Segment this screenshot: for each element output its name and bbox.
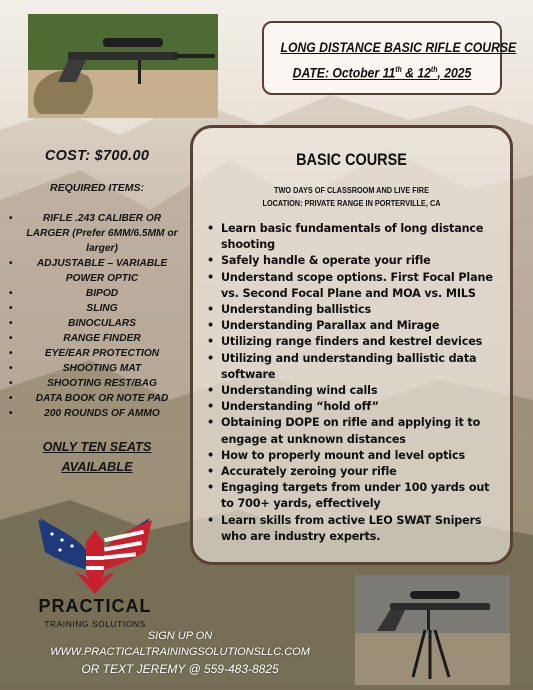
required-item: • EYE/EAR PROTECTION — [8, 346, 186, 361]
basic-course-box — [190, 125, 513, 565]
course-topic: • Safely handle & operate your rifle — [205, 253, 505, 269]
course-topic: • Learn basic fundamentals of long distance shooting — [205, 221, 505, 253]
website-link[interactable]: WWW.PRACTICALTRAININGSOLUTIONSLLC.COM — [50, 646, 310, 658]
course-date: DATE: October 11th & 12th, 2025 — [292, 65, 472, 82]
course-topic: • Engaging targets from under 100 yards out to 700+ yards, effectively — [205, 480, 505, 512]
course-topic: • Learn skills from active LEO SWAT Snipers who are industry experts. — [205, 513, 505, 545]
logo-wordmark: PRACTICAL — [38, 596, 152, 616]
course-topic: • Accurately zeroing your rifle — [205, 464, 505, 480]
course-topic: • Understanding ballistics — [205, 302, 505, 318]
seats-notice: ONLY TEN SEATS AVAILABLE — [42, 439, 152, 474]
signup-heading: SIGN UP ON — [147, 630, 213, 642]
cost-label: COST: $700.00 — [44, 148, 150, 164]
course-topics-list — [205, 221, 505, 545]
required-item: • RANGE FINDER — [8, 331, 186, 346]
logo-tagline: TRAINING SOLUTIONS — [44, 619, 146, 629]
course-topic: • Understand scope options. First Focal Plane vs. Second Focal Plane and MOA vs. MILS — [205, 270, 505, 302]
course-topic: • Understanding Parallax and Mirage — [205, 318, 505, 334]
required-item: • RIFLE .243 CALIBER OR LARGER (Prefer 6MM/6.5MM or larger) — [8, 211, 186, 256]
course-topic: • Obtaining DOPE on rifle and applying it to engage at unknown distances — [205, 415, 505, 447]
eagle-flag-icon — [20, 512, 170, 596]
course-topic: • Utilizing range finders and kestrel devices — [205, 334, 505, 350]
rifle-bipod-icon — [355, 575, 510, 685]
rifle-on-bag-photo — [28, 14, 218, 118]
required-item: • ADJUSTABLE – VARIABLE POWER OPTIC — [8, 256, 186, 286]
text-contact: OR TEXT JEREMY @ 559-483-8825 — [81, 662, 279, 676]
required-item: • BIPOD — [8, 286, 186, 301]
required-items-list — [8, 211, 186, 421]
required-item: • 200 ROUNDS OF AMMO — [8, 406, 186, 421]
course-box-subtitle: TWO DAYS OF CLASSROOM AND LIVE FIRE LOCATION: PRIVATE RANGE IN PORTERVILLE, CA — [262, 185, 441, 208]
left-column — [8, 148, 186, 477]
course-topic: • Understanding “hold off” — [205, 399, 505, 415]
signup-info — [20, 629, 340, 678]
course-topic: • Understanding wind calls — [205, 383, 505, 399]
rifle-icon — [28, 14, 218, 118]
course-name: LONG DISTANCE BASIC RIFLE COURSE — [280, 40, 517, 56]
course-topic: • How to properly mount and level optics — [205, 448, 505, 464]
required-item: • SHOOTING MAT — [8, 361, 186, 376]
required-item: • SHOOTING REST/BAG — [8, 376, 186, 391]
course-topic: • Utilizing and understanding ballistic data software — [205, 351, 505, 383]
required-item: • BINOCULARS — [8, 316, 186, 331]
rifle-on-bipod-photo — [355, 575, 510, 685]
required-item: • DATA BOOK OR NOTE PAD — [8, 391, 186, 406]
course-title-box — [262, 21, 517, 95]
required-item: • SLING — [8, 301, 186, 316]
required-items-heading: REQUIRED ITEMS: — [50, 182, 144, 194]
course-box-title: BASIC COURSE — [296, 150, 407, 169]
